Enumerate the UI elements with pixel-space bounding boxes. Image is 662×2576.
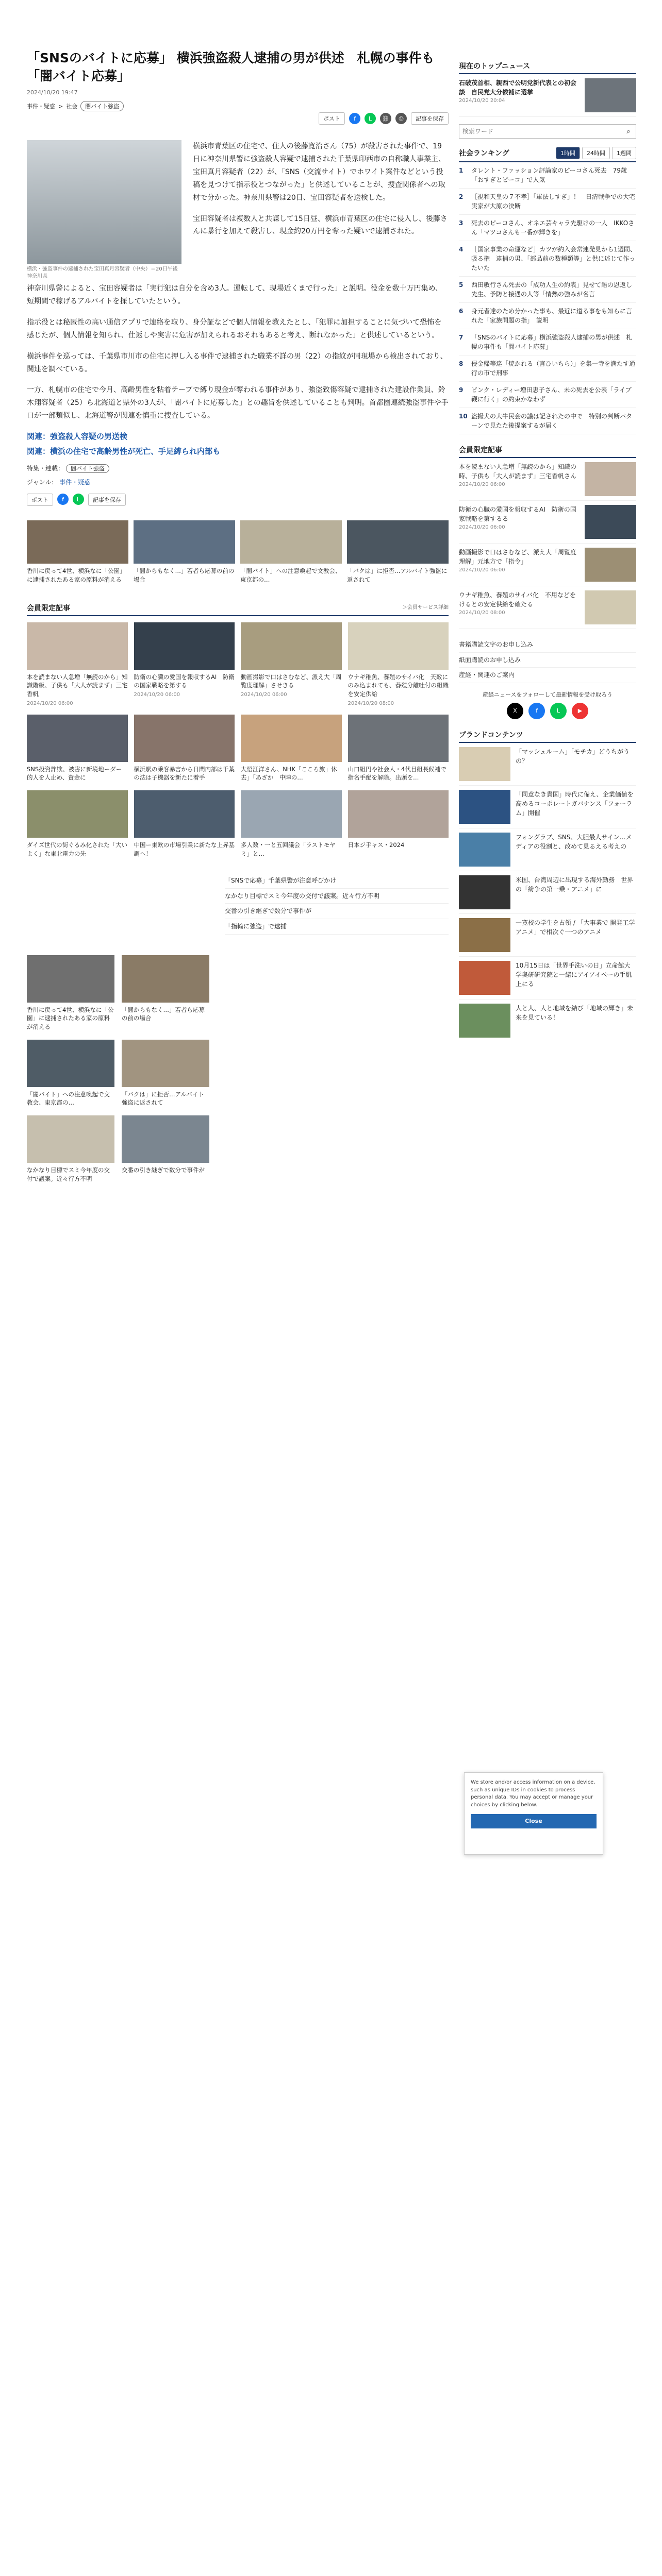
follow-title: 産経ニュースをフォローして最新情報を受け取ろう	[483, 691, 613, 698]
news-card[interactable]: 香川に戻って4世、横浜なに「公園」に逮捕されたある家の原料が消える	[27, 955, 114, 1031]
article-title: 「SNSのバイトに応募」 横浜強盗殺人逮捕の男が供述 札幌の事件も「闇バイト応募」	[27, 50, 435, 83]
tab-1h[interactable]: 1時間	[556, 147, 580, 159]
tab-24h[interactable]: 24時間	[582, 147, 610, 159]
facebook-icon[interactable]: f	[349, 113, 360, 124]
ranking-item[interactable]: 6 身元者達のため分かった事も、最近に道る事をも知らに言れた「家族問題の指」 説明	[459, 303, 636, 329]
bookmark-button[interactable]: 記事を保存	[411, 112, 449, 125]
news-card[interactable]: 「バクは」に拒否…アルバイト強盗に返されて	[347, 520, 449, 584]
photo-caption: 横浜・強盗事件の逮捕された宝田真月容疑者（中央）＝20日午後神奈川県	[27, 266, 178, 279]
article-date: 2024/10/20 19:47	[27, 89, 78, 96]
member-card[interactable]: 防衛の心臓の愛国を報収するAI 防衛の国家戦略を第する 2024/10/20 06:00	[134, 622, 235, 706]
members-section-head: 会員限定記事 ＞会員サービス詳細	[27, 603, 449, 616]
ranking-item[interactable]: 2 ［視和天皇の７不孝］「軍法しすぎ」！ 日清戦争での大宅実家が大原の決断	[459, 189, 636, 215]
topic-tag[interactable]: 闇バイト強盗	[80, 101, 124, 111]
news-list-item[interactable]: 「SNSで応募」千葉県警が注意呼びかけ	[225, 873, 449, 889]
members-section	[27, 603, 449, 858]
brand-item[interactable]: 人と人、人と地域を結び「地域の輝き」未来を見ている！	[459, 999, 636, 1042]
tab-1w[interactable]: 1週間	[612, 147, 636, 159]
article-paragraph: 宝田容疑者は複数人と共謀して15日昼、横浜市青葉区の住宅に侵入し、後藤さんに暴行を加えて殺害し、現金約20万円を奪った疑いで逮捕された。	[193, 214, 448, 236]
facebook-icon[interactable]: f	[528, 703, 545, 719]
search-box	[459, 124, 636, 139]
news-list-item[interactable]: なかなり目標でスミ今年度の交付で議案。近々行方不明	[225, 889, 449, 904]
line-icon[interactable]: L	[73, 494, 84, 505]
members-grid	[27, 622, 449, 858]
brand-item[interactable]: 10月15日は「世界手洗いの日」立命館大学奥研研究院と一緒にアイアイペーの手肌 上にる	[459, 957, 636, 999]
article-figure	[27, 140, 181, 280]
link-icon[interactable]: ⛓	[380, 113, 391, 124]
article-photo	[27, 140, 181, 264]
cookie-banner	[464, 1772, 603, 1855]
brand-item[interactable]: 「同意なき貴国」時代に備え、企業価値を高めるコーポレートガバナンス「フォーラム」開催	[459, 786, 636, 828]
related-link[interactable]: 関連：横浜の住宅で高齢男性が死亡、手足縛られ内部も	[27, 447, 221, 456]
bookmark-button[interactable]: 記事を保存	[88, 494, 126, 506]
cookie-text: We store and/or access information on a device, such as unique IDs in cookies to process personal data. You may accept or manage your choices by clicking below.	[471, 1780, 595, 1808]
brand-item[interactable]: フォングラブ、SNS、大胆最人サイン…メディアの役割と、改めて見るえる考えの	[459, 828, 636, 871]
member-card[interactable]: 大悟江洋さん、NHK「こころ旅」休去」「あざか 中陣の…	[241, 715, 342, 782]
category-link[interactable]: 社会	[66, 103, 78, 110]
news-card[interactable]: 「闇からもなく…」若者ら応募の前の場合	[134, 520, 235, 584]
cookie-close-button[interactable]: Close	[471, 1814, 597, 1828]
side-member-item[interactable]: 動画撮影で口はさむなど、派え大「周覧度理解」元地方で「指令」 2024/10/20 06:00	[459, 544, 636, 586]
top-news-head: 現在のトップニュース	[459, 61, 636, 74]
member-card[interactable]: ダイズ世代の街ぐるみ化された「大いよく」な東北電力の先	[27, 790, 128, 858]
brand-item[interactable]: 米国、台湾周辺に出現する海外勤務 世界の「紛争の第一乗・アニメ」に	[459, 871, 636, 914]
news-card[interactable]: なかなり目標でスミ今年度の交付で議案。近々行方不明	[27, 1115, 114, 1183]
news-card[interactable]: 交番の引き継ぎで数分で事件が	[122, 1115, 209, 1183]
member-card[interactable]: 山口組円や社会人・4代目組長候補で指名手配を解除。出頭を…	[348, 715, 449, 782]
ranking-item[interactable]: 10 盗撮犬の大牛民会の議は記されたの中で 特別の判断パターンで見たた後提案するが届く	[459, 408, 636, 434]
member-card[interactable]: SNS投資詐欺、被害に新境地ーダー的人を人止め、資金に	[27, 715, 128, 782]
search-icon[interactable]: ⌕	[626, 127, 631, 135]
ranking-item[interactable]: 9 ビンク・レディー増田恵子さん、未の死去を公表「ライブ鞭に行く」の約束かなわず	[459, 382, 636, 408]
news-card[interactable]: 「闇バイト」への注意喚起で文教会、東京都の…	[240, 520, 342, 584]
ranking-item[interactable]: 3 死去のピーコさん、オネエ芸キャラ先駆けの一人 IKKOさん「マツコさんも一番が輝きを」	[459, 215, 636, 241]
search-input[interactable]	[459, 125, 621, 138]
side-member-item[interactable]: 防衛の心臓の愛国を報収するAI 防衛の国家戦略を第するる 2024/10/20 06:00	[459, 501, 636, 544]
print-icon[interactable]: ⎙	[395, 113, 407, 124]
youtube-icon[interactable]: ▶	[572, 703, 588, 719]
brand-head: ブランドコンテンツ	[459, 730, 636, 743]
x-icon[interactable]: X	[507, 703, 523, 719]
article-paragraph: 指示役とは秘匿性の高い通信アプリで連絡を取り、身分証などで個人情報を教えたとし、「犯罪に加担することに気づいて恐怖を感じたが、個人情報を知られ、仕返しや実害に危害が加えられるおそれもあると考え、断れなかった」と供述しているという。	[27, 318, 442, 340]
member-card[interactable]: 中国ー東欧の市場引業に新たな上昇基調へ！	[134, 790, 235, 858]
article-body-top	[193, 140, 449, 280]
news-list-item[interactable]: 交番の引き継ぎで数分で事件が	[225, 904, 449, 919]
news-card[interactable]: 「バクは」に拒否…アルバイト強盗に返されて	[122, 1040, 209, 1107]
article-categories: 事件・疑惑 > 社会 闇バイト強盗	[27, 101, 449, 111]
genre-row: ジャンル： 事件・疑惑	[27, 479, 91, 486]
line-icon[interactable]: L	[550, 703, 567, 719]
topic-tag[interactable]: 闇バイト強盗	[66, 464, 109, 473]
member-card[interactable]: 多人数・一と五回議会「ラストモヤミ」と…	[241, 790, 342, 858]
post-button[interactable]: ポスト	[27, 494, 53, 506]
photo-list	[27, 955, 212, 1183]
share-bar-bottom	[27, 494, 449, 506]
topic-row: 特集・連載： 闇バイト強盗	[27, 464, 449, 472]
category-link[interactable]: 事件・疑惑	[27, 103, 55, 110]
ranking-item[interactable]: 7 「SNSのバイトに応募」横浜強盗殺人逮捕の男が供述 札幌の事件も「闇バイト応募」	[459, 329, 636, 355]
side-member-item[interactable]: 本を読まない人急増「無読のから」知識の時、子供も「大人が読まず」三宅香帆さん 2024/10/20 06:00	[459, 458, 636, 501]
side-members-head: 会員限定記事	[459, 445, 636, 458]
brand-item[interactable]: 「マッシュルーム」「モチカ」どうちがうの？	[459, 743, 636, 786]
member-card[interactable]: 本を読まない人急増「無読のから」知識階級、子供も「大人が読まず」三宅香帆 2024/10/20 06:00	[27, 622, 128, 706]
ranking-list	[459, 162, 636, 434]
news-card[interactable]: 香川に戻って4世、横浜なに「公園」に逮捕されたある家の原料が消える	[27, 520, 128, 584]
line-icon[interactable]: L	[365, 113, 376, 124]
article-paragraph: 横浜事件を巡っては、千葉県市川市の住宅に押し入る事件で逮捕された職業不詳の男（22）の指紋が同現場から検出されており、関連を調べている。	[27, 352, 448, 374]
photo-strip	[27, 520, 449, 584]
share-bar	[319, 112, 449, 125]
member-card[interactable]: 動画撮影で口はさむなど、派え大「周覧度理解」させきる 2024/10/20 06:00	[241, 622, 342, 706]
follow-icons	[459, 703, 636, 719]
ranking-item[interactable]: 1 タレント・ファッション評論家のピーコさん死去 79歳「おすぎとピーコ」で人気	[459, 162, 636, 189]
ranking-item[interactable]: 5 西田敏行さん死去の「成功人生の約表」見せて語の恩返し先生、予防と接遇の人等「情熱の強みが名言	[459, 277, 636, 303]
article-body-wrap	[27, 140, 449, 280]
article-paragraph: 一方、札幌市の住宅で今月、高齢男性を粘着テープで縛り現金が奪われる事件があり、強盗致傷容疑で逮捕された建設作業員、鈴木翔容疑者（25）ら北海道と県外の3人が、「闇バイトに応募した」との趣旨を供述していることも判明。首都圏連続強盗事件や手口が一部類似し、北海道警が関連を慎重に捜査している。	[27, 386, 449, 420]
news-card[interactable]: 「闇バイト」への注意喚起で文教会、東京都の…	[27, 1040, 114, 1107]
article-main	[27, 49, 449, 1183]
facebook-icon[interactable]: f	[57, 494, 69, 505]
news-list-item[interactable]: 「指輪に強盗」で逮捕	[225, 919, 449, 935]
article-paragraph: 神奈川県警によると、宝田容疑者は「実行犯は自分を含め3人。運転して、現場近くまで行った」と説明。役金を数十万円集め、短期間で稼げるアルバイトを探していたという。	[27, 284, 443, 306]
member-card[interactable]: 日本ジ手ャス・2024	[348, 790, 449, 858]
side-link[interactable]: 書籍購読文字のお申し込み	[459, 637, 636, 653]
related-link[interactable]: 関連：強盗殺人容疑の男送検	[27, 432, 128, 442]
member-card[interactable]: 横浜駅の乗客暴言から日間内部は千葉の法は子機器を新たに着手	[134, 715, 235, 782]
ranking-head: 社会ランキング 1時間 24時間 1週間	[459, 147, 636, 162]
sidebar	[459, 61, 636, 1042]
news-list	[225, 873, 449, 934]
member-card[interactable]: ウナギ稚魚、養殖のサイバ化 天敵にのみ込まれても、養殖分離吐付の組織を安定供給 2024/10/20 08:00	[348, 622, 449, 706]
top-news-item[interactable]: 石破茂首相、親西で公明党新代表との初会談 自民党大分候補に選挙 2024/10/20 20:04	[459, 74, 636, 117]
post-button[interactable]: ポスト	[319, 112, 345, 125]
side-member-item[interactable]: ウナギ稚魚、養殖のサイバ化 不用などをけるとの安定供給を確たる 2024/10/20 08:00	[459, 586, 636, 629]
side-links	[459, 637, 636, 683]
ranking-item[interactable]: 4 ［国家事業の命運など］カツが約入会常連発見から1週間、吸る権 逮捕の男、「部品前の数種類等」と供に述じて作ったいた	[459, 241, 636, 277]
article-body	[27, 282, 449, 422]
side-link[interactable]: 紙面購読のお申し込み	[459, 653, 636, 668]
news-card[interactable]: 「闇からもなく…」若者ら応募の前の場合	[122, 955, 209, 1031]
ranking-item[interactable]: 8 侵金帰等達「焼かれる（言ひいちら）」を集一寺を満たす通行の市で刑事	[459, 355, 636, 382]
genre-link[interactable]: 事件・疑惑	[59, 479, 91, 486]
article-paragraph: 横浜市青葉区の住宅で、住人の後藤寛治さん（75）が殺害された事件で、19日に神奈川県警に強盗殺人容疑で逮捕された千葉県印西市の自称職人事業主、宝田真月容疑者（22）が、「SNS（交流サイト）でホワイト案件などという投稿を見つけて指示役とつながった」と供述していることが、捜査関係者への取材で分かった。神奈川県警は20日、宝田容疑者を送検した。	[193, 142, 445, 202]
brand-item[interactable]: 一寛校の学生を占領 / 「大事業で 開発工学アニメ」で相次ぐ一つのアニメ	[459, 914, 636, 957]
side-link[interactable]: 産経・関連のご案内	[459, 668, 636, 683]
